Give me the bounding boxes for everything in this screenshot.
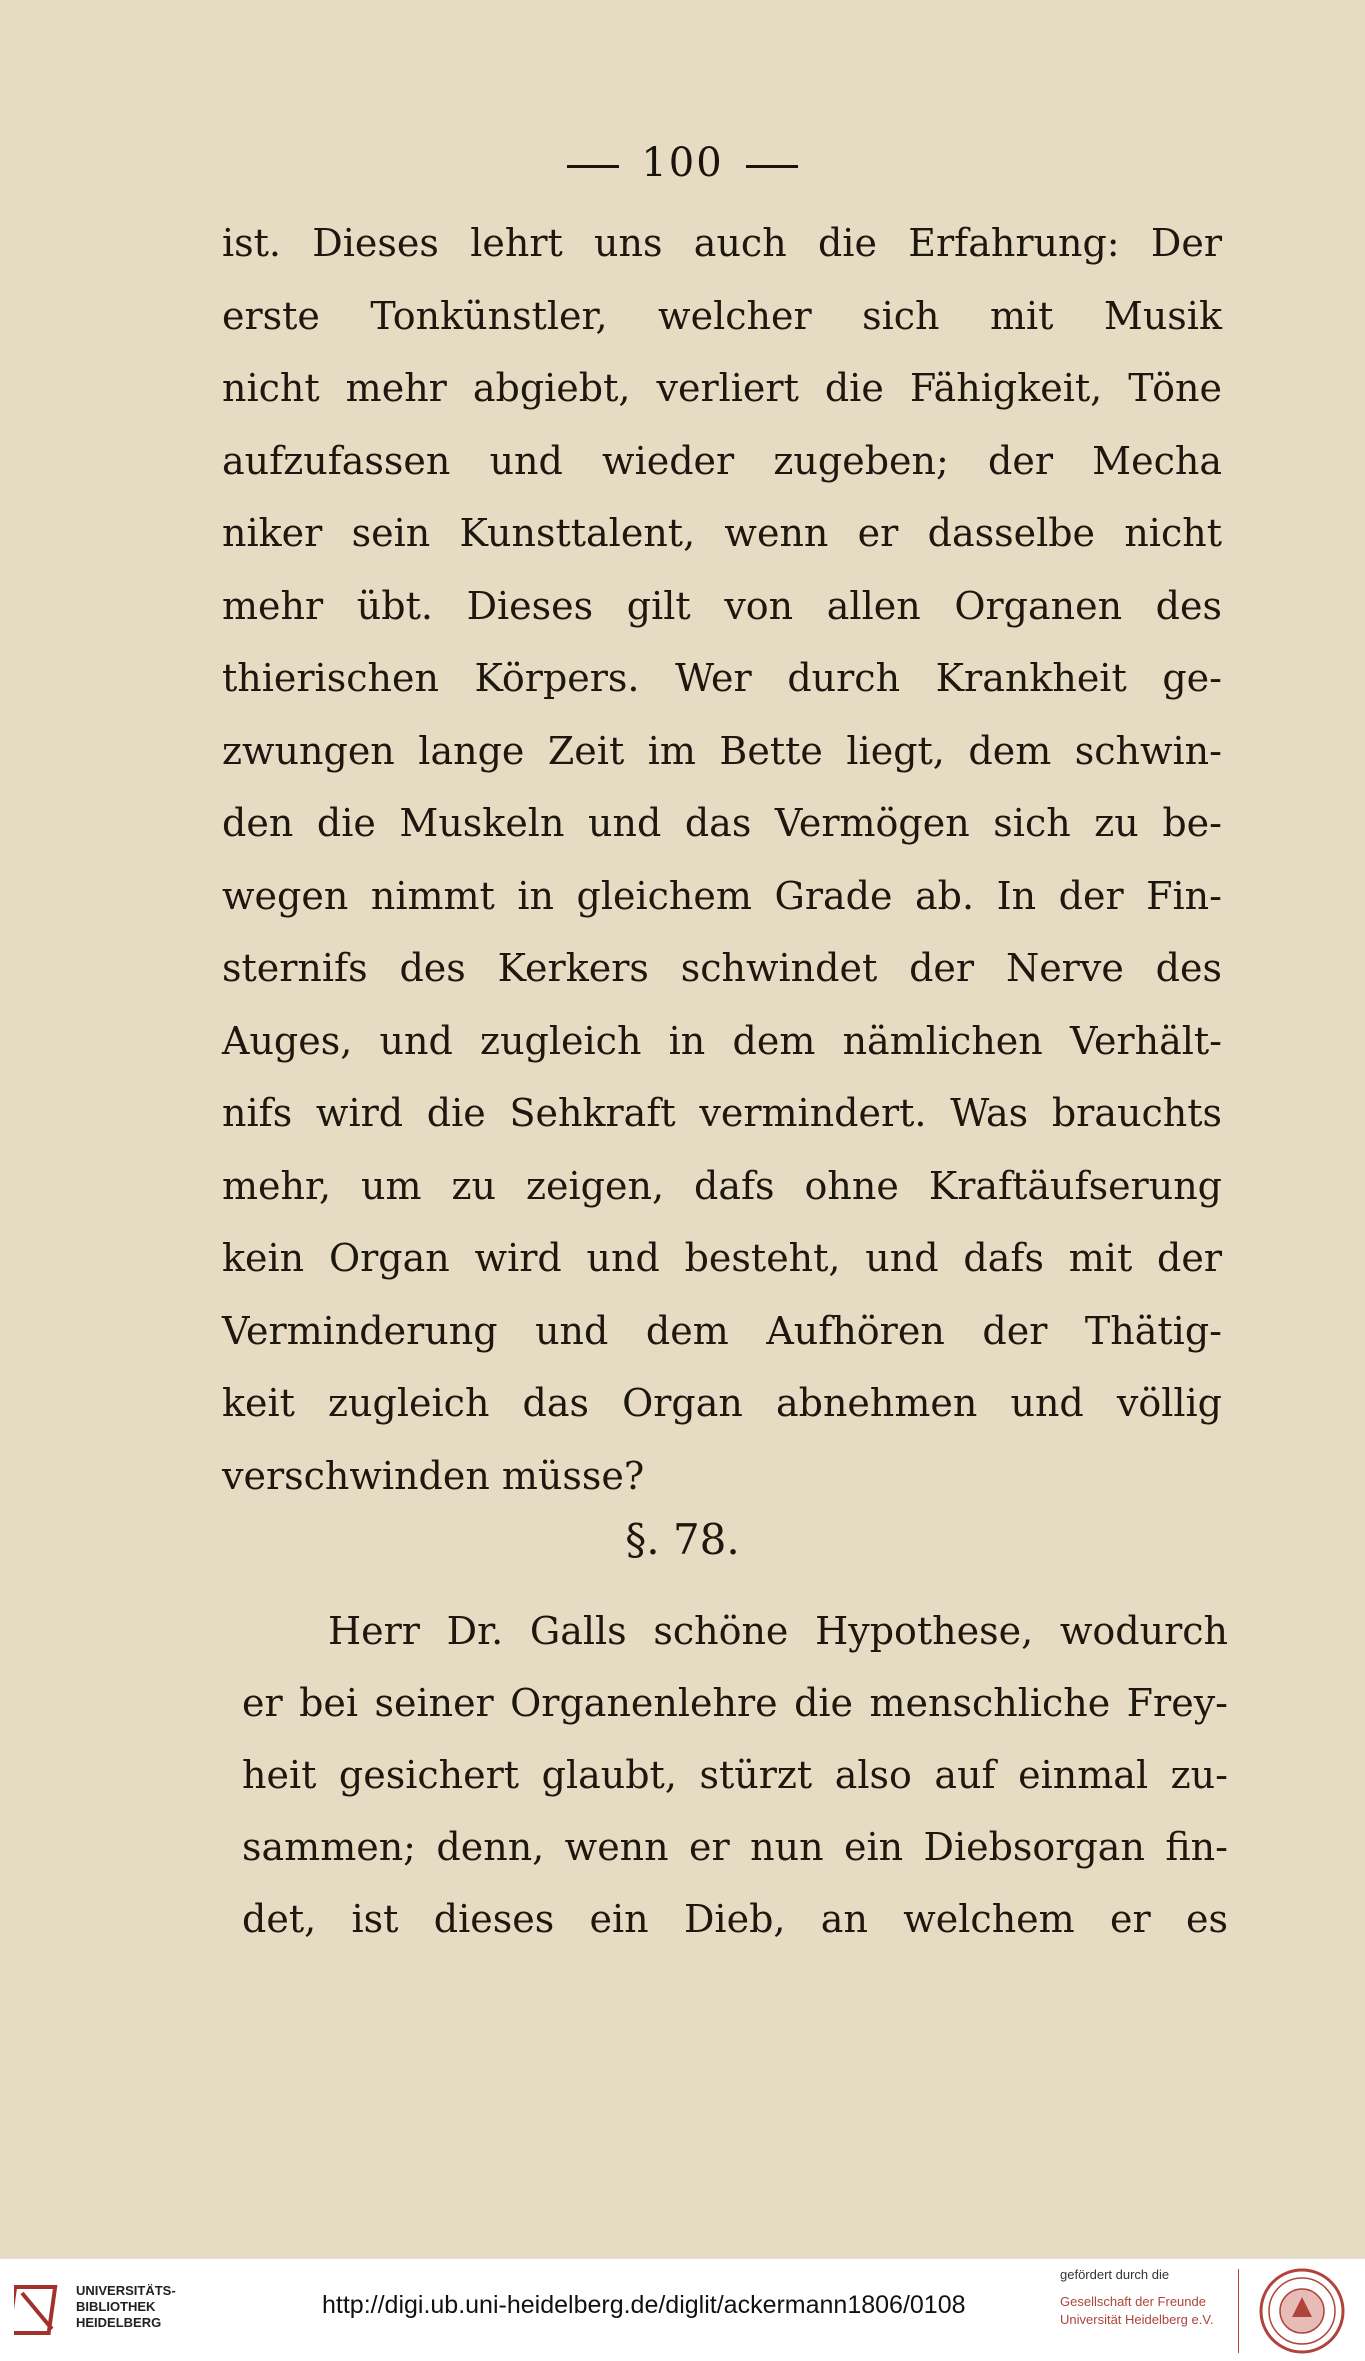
text-line: sternifs des Kerkers schwindet der Nerve des [222, 946, 1222, 990]
text-line: kein Organ wird und besteht, und dafs mit der [222, 1236, 1222, 1280]
text-line: thierischen Körpers. Wer durch Krankheit ge- [222, 656, 1222, 700]
text-line: aufzufassen und wieder zugeben; der Mecha [222, 438, 1222, 483]
page-number-dash-left [567, 165, 619, 168]
text-line: er bei seiner Organenlehre die menschliche Frey- [242, 1681, 1228, 1725]
text-line: Auges, und zugleich in dem nämlichen Verhält- [222, 1018, 1222, 1063]
text-line: keit zugleich das Organ abnehmen und völlig [222, 1381, 1222, 1425]
footer-divider [1238, 2269, 1239, 2353]
footer-bar [0, 2258, 1365, 2361]
source-url-link[interactable]: http://digi.ub.uni-heidelberg.de/diglit/ackermann1806/0108 [322, 2291, 966, 2319]
library-name-line: BIBLIOTHEK [76, 2299, 156, 2314]
library-name [76, 2283, 176, 2331]
text-line: nifs wird die Sehkraft vermindert. Was brauchts [222, 1091, 1222, 1135]
text-line: zwungen lange Zeit im Bette liegt, dem schwin- [222, 728, 1222, 773]
section-heading: §. 78. [625, 1515, 740, 1564]
funded-by-text: gefördert durch die [1060, 2267, 1170, 2282]
text-line: Herr Dr. Galls schöne Hypothese, wodurch [328, 1609, 1228, 1653]
text-line: den die Muskeln und das Vermögen sich zu be- [222, 801, 1222, 845]
text-line: mehr übt. Dieses gilt von allen Organen des [222, 583, 1222, 628]
text-line: nicht mehr abgiebt, verliert die Fähigkeit, Töne [222, 366, 1222, 410]
text-line: verschwinden müsse? [222, 1453, 645, 1498]
page-number-text: 100 [641, 140, 724, 186]
university-seal-icon [1258, 2267, 1346, 2355]
text-line: Verminderung und dem Aufhören der Thätig- [222, 1308, 1222, 1353]
library-name-line: HEIDELBERG [76, 2315, 162, 2330]
society-name [1060, 2293, 1213, 2329]
library-logo-icon [14, 2281, 64, 2339]
society-name-line: Gesellschaft der Freunde [1060, 2294, 1206, 2309]
page-number-dash-right [746, 165, 798, 168]
library-name-line: UNIVERSITÄTS- [76, 2283, 176, 2298]
text-line: wegen nimmt in gleichem Grade ab. In der Fin- [222, 873, 1222, 918]
text-line: det, ist dieses ein Dieb, an welchem er es [242, 1897, 1228, 1941]
text-line: ist. Dieses lehrt uns auch die Erfahrung: Der [222, 221, 1222, 265]
text-line: mehr, um zu zeigen, dafs ohne Kraftäufserung [222, 1163, 1222, 1208]
text-line: heit gesichert glaubt, stürzt also auf einmal zu- [242, 1753, 1228, 1797]
text-line: sammen; denn, wenn er nun ein Diebsorgan fin- [242, 1825, 1228, 1869]
page-number [0, 140, 1365, 186]
text-line: niker sein Kunsttalent, wenn er dasselbe nicht [222, 511, 1222, 555]
society-name-line: Universität Heidelberg e.V. [1060, 2312, 1214, 2327]
text-line: erste Tonkünstler, welcher sich mit Musik [222, 293, 1222, 338]
